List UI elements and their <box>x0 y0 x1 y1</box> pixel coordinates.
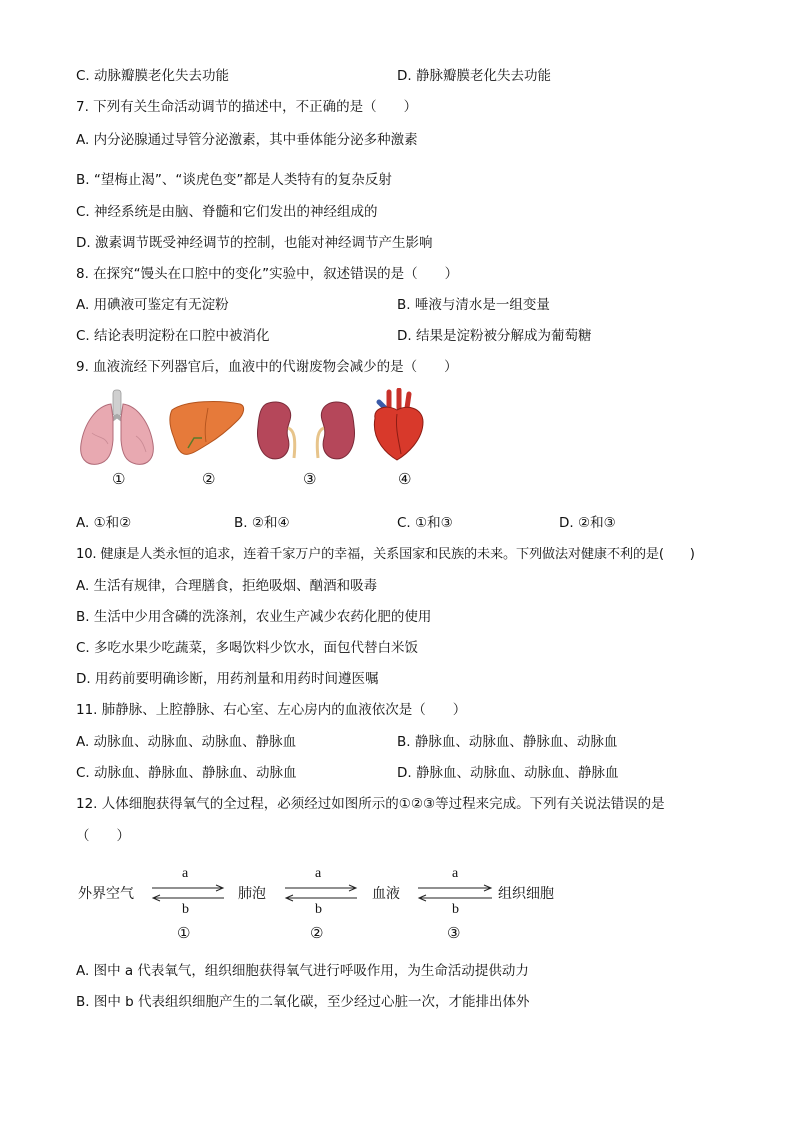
q10-option-a: A. 生活有规律，合理膳食，拒绝吸烟、酗酒和吸毒 <box>76 578 378 594</box>
q9-option-b: B. ②和④ <box>234 515 290 531</box>
lungs-icon <box>78 388 156 468</box>
q11-stem: 11. 肺静脉、上腔静脉、右心室、左心房内的血液依次是（ ） <box>76 702 467 718</box>
q7-option-a: A. 内分泌腺通过导管分泌激素，其中垂体能分泌多种激素 <box>76 132 418 148</box>
q8-stem: 8. 在探究“馒头在口腔中的变化”实验中，叙述错误的是（ ） <box>76 266 459 282</box>
q7-stem: 7. 下列有关生命活动调节的描述中，不正确的是（ ） <box>76 99 418 115</box>
image-label-2: ② <box>202 470 216 488</box>
step-label-2: ② <box>310 924 324 942</box>
diagram-node-blood: 血液 <box>372 886 400 902</box>
image-label-4: ④ <box>398 470 412 488</box>
q8-option-b: B. 唾液与清水是一组变量 <box>397 297 550 313</box>
q12-option-b: B. 图中 b 代表组织细胞产生的二氧化碳，至少经过心脏一次，才能排出体外 <box>76 994 530 1010</box>
q12-stem: 12. 人体细胞获得氧气的全过程，必须经过如图所示的①②③等过程来完成。下列有关说法错误的是 <box>76 796 665 812</box>
q8-option-c: C. 结论表明淀粉在口腔中被消化 <box>76 328 270 344</box>
q9-stem: 9. 血液流经下列器官后，血液中的代谢废物会减少的是（ ） <box>76 359 458 375</box>
q11-option-c: C. 动脉血、静脉血、静脉血、动脉血 <box>76 765 297 781</box>
label-b-2: b <box>315 902 322 917</box>
q7-option-b: B. “望梅止渴”、“谈虎色变”都是人类特有的复杂反射 <box>76 172 392 188</box>
q11-option-b: B. 静脉血、动脉血、静脉血、动脉血 <box>397 734 618 750</box>
exchange-arrows-2 <box>283 884 359 902</box>
diagram-node-alveoli: 肺泡 <box>238 886 266 902</box>
label-b-1: b <box>182 902 189 917</box>
q12-stem-bracket: （ ） <box>76 828 130 844</box>
heart-icon <box>367 388 429 464</box>
step-label-3: ③ <box>447 924 461 942</box>
image-label-3: ③ <box>303 470 317 488</box>
q9-option-d: D. ②和③ <box>559 515 616 531</box>
q10-stem: 10. 健康是人类永恒的追求，连着千家万户的幸福，关系国家和民族的未来。下列做法对健康不利的是( ) <box>76 547 695 562</box>
liver-icon <box>168 398 246 462</box>
q7-option-d: D. 激素调节既受神经调节的控制，也能对神经调节产生影响 <box>76 235 433 251</box>
step-label-1: ① <box>177 924 191 942</box>
q9-option-c: C. ①和③ <box>397 515 453 531</box>
exchange-arrows-1 <box>150 884 226 902</box>
kidneys-icon <box>256 398 356 464</box>
label-a-3: a <box>452 866 459 881</box>
q11-option-a: A. 动脉血、动脉血、动脉血、静脉血 <box>76 734 297 750</box>
exchange-arrows-3 <box>416 884 494 902</box>
q9-option-a: A. ①和② <box>76 515 132 531</box>
q8-option-a: A. 用碘液可鉴定有无淀粉 <box>76 297 229 313</box>
label-b-3: b <box>452 902 459 917</box>
q10-option-c: C. 多吃水果少吃蔬菜，多喝饮料少饮水，面包代替白米饭 <box>76 640 419 656</box>
q12-option-a: A. 图中 a 代表氧气，组织细胞获得氧气进行呼吸作用，为生命活动提供动力 <box>76 963 529 979</box>
label-a-2: a <box>315 866 322 881</box>
q11-option-d: D. 静脉血、动脉血、动脉血、静脉血 <box>397 765 619 781</box>
label-a-1: a <box>182 866 189 881</box>
q8-option-d: D. 结果是淀粉被分解成为葡萄糖 <box>397 328 592 344</box>
q6-option-d: D. 静脉瓣膜老化失去功能 <box>397 68 551 84</box>
q10-option-d: D. 用药前要明确诊断，用药剂量和用药时间遵医嘱 <box>76 671 379 687</box>
image-label-1: ① <box>112 470 126 488</box>
q6-option-c: C. 动脉瓣膜老化失去功能 <box>76 68 230 84</box>
q10-option-b: B. 生活中少用含磷的洗涤剂，农业生产减少农药化肥的使用 <box>76 609 432 625</box>
diagram-node-tissue-cells: 组织细胞 <box>498 886 554 902</box>
q7-option-c: C. 神经系统是由脑、脊髓和它们发出的神经组成的 <box>76 204 378 220</box>
diagram-node-air: 外界空气 <box>78 886 134 902</box>
